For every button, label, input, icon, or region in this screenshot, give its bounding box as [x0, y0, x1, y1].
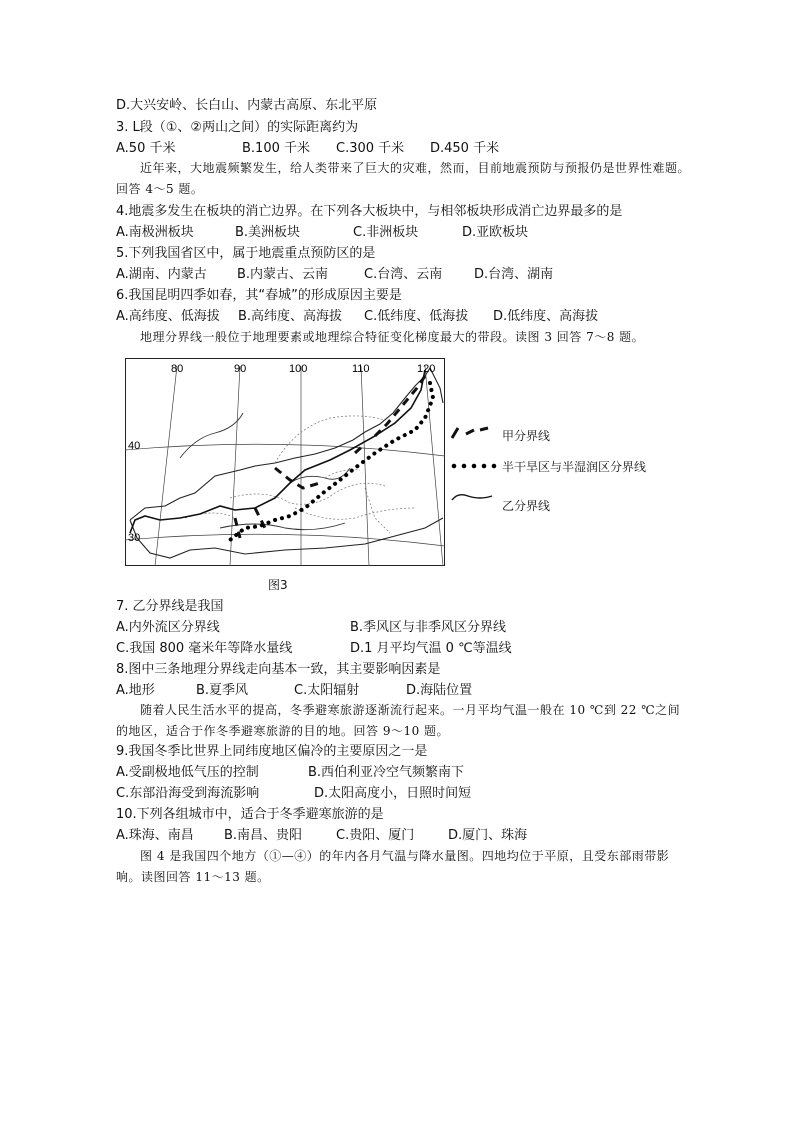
q6-option-b: B.高纬度、高海拔	[238, 309, 343, 324]
q9-option-a: A.受副极地低气压的控制	[116, 765, 259, 780]
q7-stem: 7. 乙分界线是我国	[116, 599, 224, 614]
q7-option-c: C.我国 800 毫米年等降水量线	[116, 641, 293, 656]
q8-option-d: D.海陆位置	[406, 683, 473, 698]
q6-option-a: A.高纬度、低海拔	[116, 309, 220, 324]
q4-option-a: A.南极洲板块	[116, 225, 194, 240]
legend-jia-symbol	[452, 428, 488, 438]
q7-option-a: A.内外流区分界线	[116, 620, 220, 635]
q4-stem: 4.地震多发生在板块的消亡边界。在下列各大板块中，与相邻板块形成消亡边界最多的是	[116, 204, 623, 219]
q10-option-d: D.厦门、珠海	[448, 828, 528, 843]
legend-yi-label: 乙分界线	[502, 499, 551, 513]
q6-option-c: C.低纬度、低海拔	[364, 309, 469, 324]
q3-stem: 3. L段（①、②两山之间）的实际距离约为	[116, 120, 359, 135]
q10-option-b: B.南昌、贵阳	[224, 828, 303, 843]
q9-option-b: B.西伯利亚冷空气频繁南下	[308, 765, 465, 780]
q6-option-d: D.低纬度、高海拔	[493, 309, 599, 324]
figure-3-map	[125, 358, 445, 566]
q8-stem: 8.图中三条地理分界线走向基本一致，其主要影响因素是	[116, 662, 441, 677]
lon-label-110: 110	[352, 363, 370, 375]
lon-label-100: 100	[289, 363, 308, 375]
lon-label-80: 80	[171, 363, 184, 375]
q4-option-d: D.亚欧板块	[462, 225, 529, 240]
q3-option-a: A.50 千米	[116, 141, 176, 156]
legend-yi-symbol	[452, 495, 492, 500]
intro-7-8: 地理分界线一般位于地理要素或地理综合特征变化梯度最大的带段。读图 3 回答 7～8 题。	[140, 330, 645, 344]
legend-jia-label: 甲分界线	[502, 429, 551, 443]
intro-9-10: 随着人民生活水平的提高，冬季避寒旅游逐渐流行起来。一月平均气温一般在 10 ℃到 22 ℃之间的地区，适合于作冬季避寒旅游的目的地。回答 9～10 题。	[116, 703, 681, 738]
q9-stem: 9.我国冬季比世界上同纬度地区偏冷的主要原因之一是	[116, 744, 428, 759]
q5-option-a: A.湖南、内蒙古	[116, 267, 207, 282]
lon-label-90: 90	[234, 363, 247, 375]
q9-option-c: C.东部沿海受到海流影响	[116, 786, 260, 801]
q5-option-c: C.台湾、云南	[364, 267, 443, 282]
figure-3-caption: 图3	[268, 578, 288, 592]
q5-option-d: D.台湾、湖南	[474, 267, 554, 282]
q3-option-c: C.300 千米	[336, 141, 405, 156]
q10-option-a: A.珠海、南昌	[116, 828, 194, 843]
q10-stem: 10.下列各组城市中，适合于冬季避寒旅游的是	[116, 807, 384, 822]
intro-4-5: 近年来，大地震频繁发生，给人类带来了巨大的灾难，然而，目前地震预防与预报仍是世界性难题。回答 4～5 题。	[116, 161, 691, 196]
q5-option-b: B.内蒙古、云南	[237, 267, 329, 282]
q8-option-c: C.太阳辐射	[294, 683, 360, 698]
legend-semi-arid-label: 半干旱区与半湿润区分界线	[502, 460, 647, 474]
q3-option-d: D.450 千米	[430, 141, 500, 156]
lat-label-40: 40	[128, 440, 141, 452]
intro-11-13: 图 4 是我国四个地方（①—④）的年内各月气温与降水量图。四地均位于平原，且受东部雨带影响。读图回答 11～13 题。	[116, 849, 670, 884]
q8-option-a: A.地形	[116, 683, 155, 698]
q4-option-c: C.非洲板块	[353, 225, 419, 240]
q10-option-c: C.贵阳、厦门	[336, 828, 415, 843]
q9-option-d: D.太阳高度小，日照时间短	[314, 786, 472, 801]
q3-option-b: B.100 千米	[242, 141, 310, 156]
q7-option-d: D.1 月平均气温 0 ℃等温线	[350, 641, 512, 656]
q2-option-d: D.大兴安岭、长白山、内蒙古高原、东北平原	[116, 98, 378, 113]
lat-label-30: 30	[128, 532, 141, 544]
q6-stem: 6.我国昆明四季如春，其“春城”的形成原因主要是	[116, 288, 402, 303]
q7-option-b: B.季风区与非季风区分界线	[350, 620, 507, 635]
legend-semi-arid-symbol	[452, 464, 497, 469]
map-legend-symbols	[448, 420, 498, 520]
lon-label-120: 120	[417, 363, 436, 375]
q8-option-b: B.夏季风	[196, 683, 249, 698]
q4-option-b: B.美洲板块	[235, 225, 301, 240]
q5-stem: 5.下列我国省区中，属于地震重点预防区的是	[116, 246, 376, 261]
